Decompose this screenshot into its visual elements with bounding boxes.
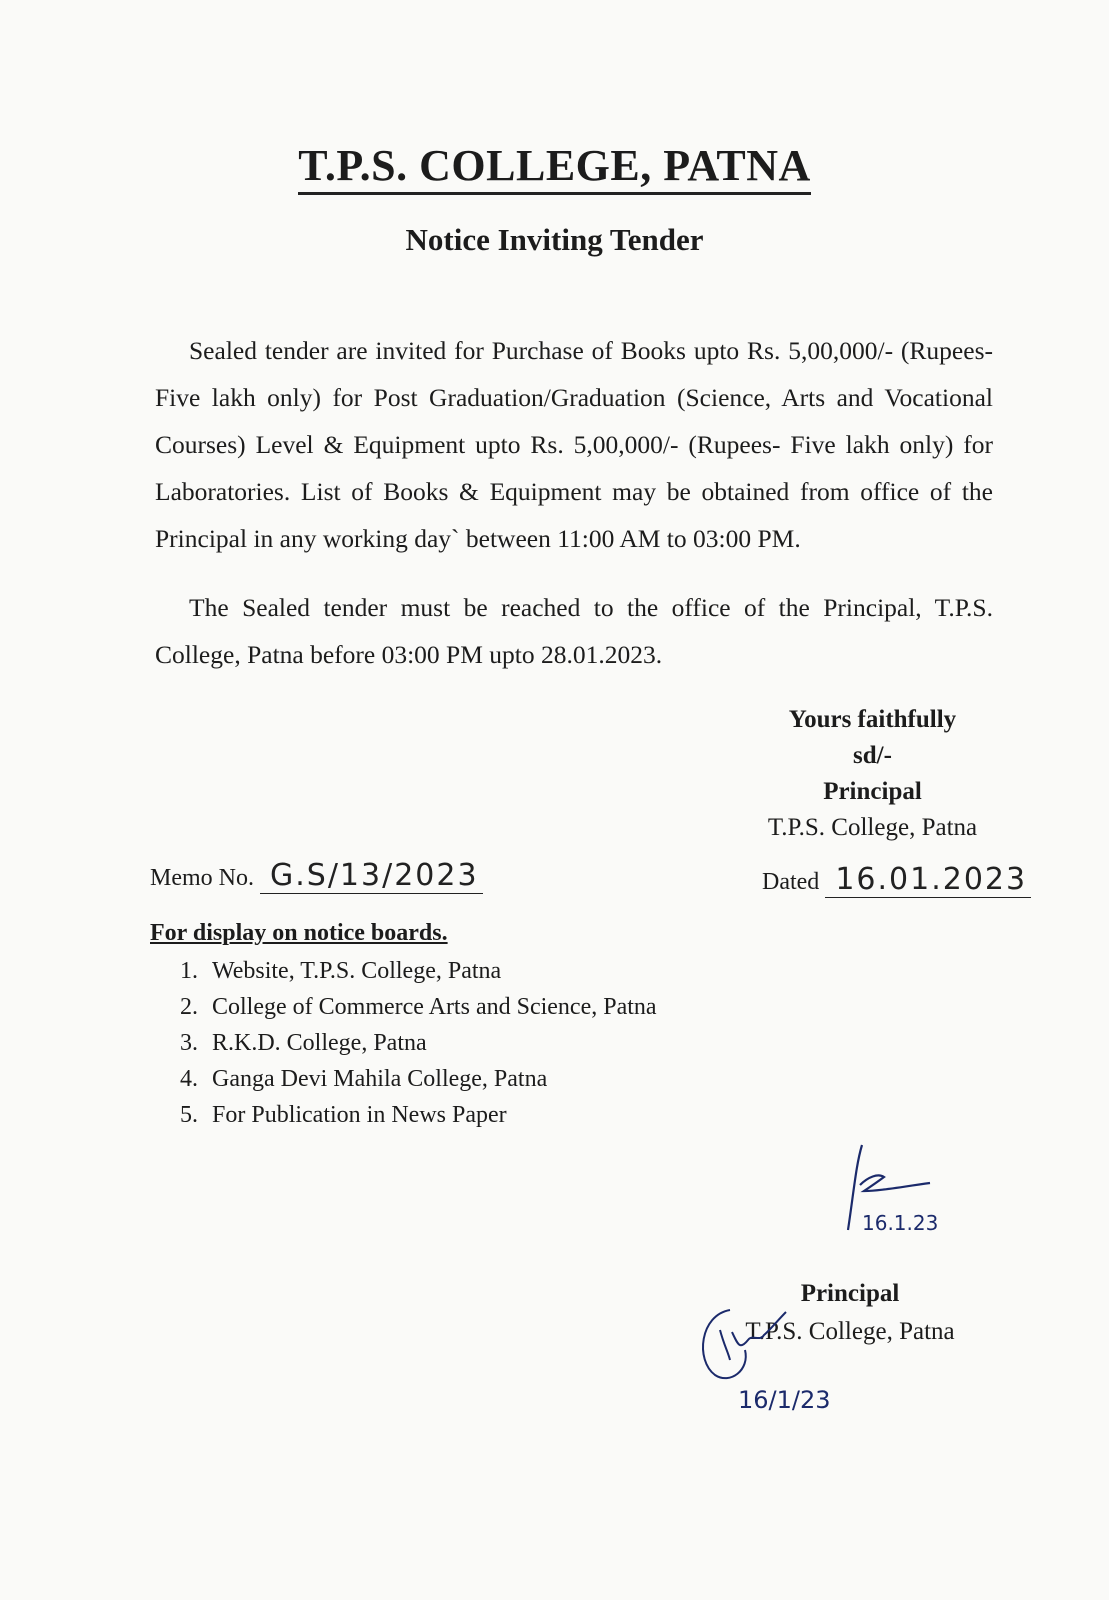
signature-date: 16.1.23 xyxy=(862,1211,939,1235)
list-item: 2. College of Commerce Arts and Science, Patna xyxy=(180,994,657,1020)
list-item: 1. Website, T.P.S. College, Patna xyxy=(180,958,502,984)
dated-field xyxy=(762,862,1031,897)
college-title xyxy=(0,140,1109,191)
list-item: 3. R.K.D. College, Patna xyxy=(180,1030,427,1056)
tender-paragraph-2: The Sealed tender must be reached to the office of the Principal, T.P.S. College, Patna before 03:00 PM upto 28.01.2023. xyxy=(155,593,993,669)
signature-block xyxy=(740,702,1005,846)
notice-title: Notice Inviting Tender xyxy=(405,222,704,257)
memo-label: Memo No. xyxy=(150,865,254,891)
college-name: T.P.S. COLLEGE, PATNA xyxy=(298,141,811,195)
distribution-list xyxy=(180,953,657,1133)
memo-value: G.S/13/2023 xyxy=(260,858,483,894)
final-office: T.P.S. College, Patna xyxy=(745,1318,955,1345)
list-item: 4. Ganga Devi Mahila College, Patna xyxy=(180,1066,548,1092)
signatory-designation: Principal xyxy=(823,778,922,805)
sd-text: sd/- xyxy=(853,742,892,769)
principal-signature-icon xyxy=(840,1135,980,1250)
dated-label: Dated xyxy=(762,869,820,895)
initials-date: 16/1/23 xyxy=(738,1386,831,1414)
dated-value: 16.01.2023 xyxy=(825,862,1031,898)
list-item: 5. For Publication in News Paper xyxy=(180,1102,507,1128)
distribution-heading: For display on notice boards. xyxy=(150,920,448,946)
initials-stamp-icon xyxy=(690,1290,860,1430)
tender-paragraph-1: Sealed tender are invited for Purchase of Books upto Rs. 5,00,000/- (Rupees- Five lakh only) for Post Graduation/Graduation (Science, Arts and Vocational Courses) Level & Equipment upto Rs. 5,00,000/- (Rupees- Five lakh only) for Laboratories. List of Books & Equipment may be obtained from office of the Principal in any working day` between 11:00 AM to 03:00 PM. xyxy=(155,336,993,553)
final-designation: Principal xyxy=(800,1280,900,1307)
signatory-office: T.P.S. College, Patna xyxy=(767,814,978,841)
memo-number xyxy=(150,858,483,893)
closing-text: Yours faithfully xyxy=(788,706,957,733)
